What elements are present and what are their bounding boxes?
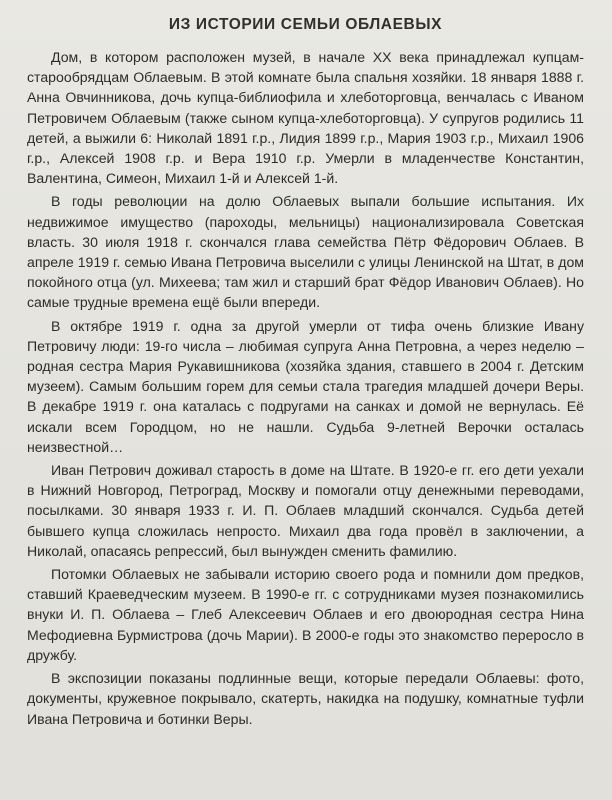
paragraph-house-history: Дом, в котором расположен музей, в начале XX века принадлежал купцам-старообрядцам Облаевым. В этой комнате была спальня хозяйки. 18 января 1888 г. Анна Овчинникова, дочь купца-библиофила и хлеботорговца, венчалась с Иваном Петровичем Облаевым (также сыном купца-хлеботорговца). У супругов родились 11 детей, а выжили 6: Николай 1891 г.р., Лидия 1899 г.р., Мария 1903 г.р., Михаил 1906 г.р., Алексей 1908 г.р. и Вера 1910 г.р. Умерли в младенчестве Константин, Валентина, Симеон, Михаил 1-й и Алексей 1-й.	[27, 49, 584, 187]
paragraph-exhibition: В экспозиции показаны подлинные вещи, которые передали Облаевы: фото, документы, кружевное покрывало, скатерть, накидка на подушку, комнатные туфли Ивана Петровича и ботинки Веры.	[27, 670, 584, 727]
paragraph-october-1919: В октябре 1919 г. одна за другой умерли от тифа очень близкие Ивану Петровичу люди: 19-го числа – любимая супруга Анна Петровна, а через неделю – родная сестра Мария Рукавишникова (хозяйка здания, ставшего в 2004 г. Детским музеем). Самым большим горем для семьи стала трагедия младшей дочери Веры. В декабре 1919 г. она каталась с подругами на санках и домой не вернулась. Её искали всем Городцом, но не нашли. Судьба 9-летней Верочки осталась неизвестной…	[27, 317, 584, 455]
paragraph-descendants: Потомки Облаевых не забывали историю своего рода и помнили дом предков, ставший Краеведческим музеем. В 1990-е гг. с сотрудниками музея познакомились внуки И. П. Облаева – Глеб Алексеевич Облаев и его двоюродная сестра Нина Мефодиевна Бурмистрова (дочь Марии). В 2000-е годы это знакомство переросло в дружбу.	[27, 566, 584, 663]
paragraph-revolution-years: В годы революции на долю Облаевых выпали большие испытания. Их недвижимое имущество (пароходы, мельницы) национализировала Советская власть. 30 июля 1918 г. скончался глава семейства Пётр Фёдорович Облаев. В апреле 1919 г. семью Ивана Петровича выселили с улицы Ленинской на Штат, в дом покойного отца (ул. Михеева; там жил и старший брат Фёдор Иванович Облаев). Но самые трудные времена ещё были впереди.	[27, 193, 584, 311]
page-title: ИЗ ИСТОРИИ СЕМЬИ ОБЛАЕВЫХ	[168, 16, 443, 33]
paragraph-old-age: Иван Петрович доживал старость в доме на Штате. В 1920-е гг. его дети уехали в Нижний Новгород, Петроград, Москву и помогали отцу денежными переводами, посылками. 30 января 1933 г. И. П. Облаев младший скончался. Судьба детей бывшего купца сложилась непросто. Михаил два года провёл в заключении, а Николай, опасаясь репрессий, был вынужден сменить фамилию.	[27, 462, 584, 559]
